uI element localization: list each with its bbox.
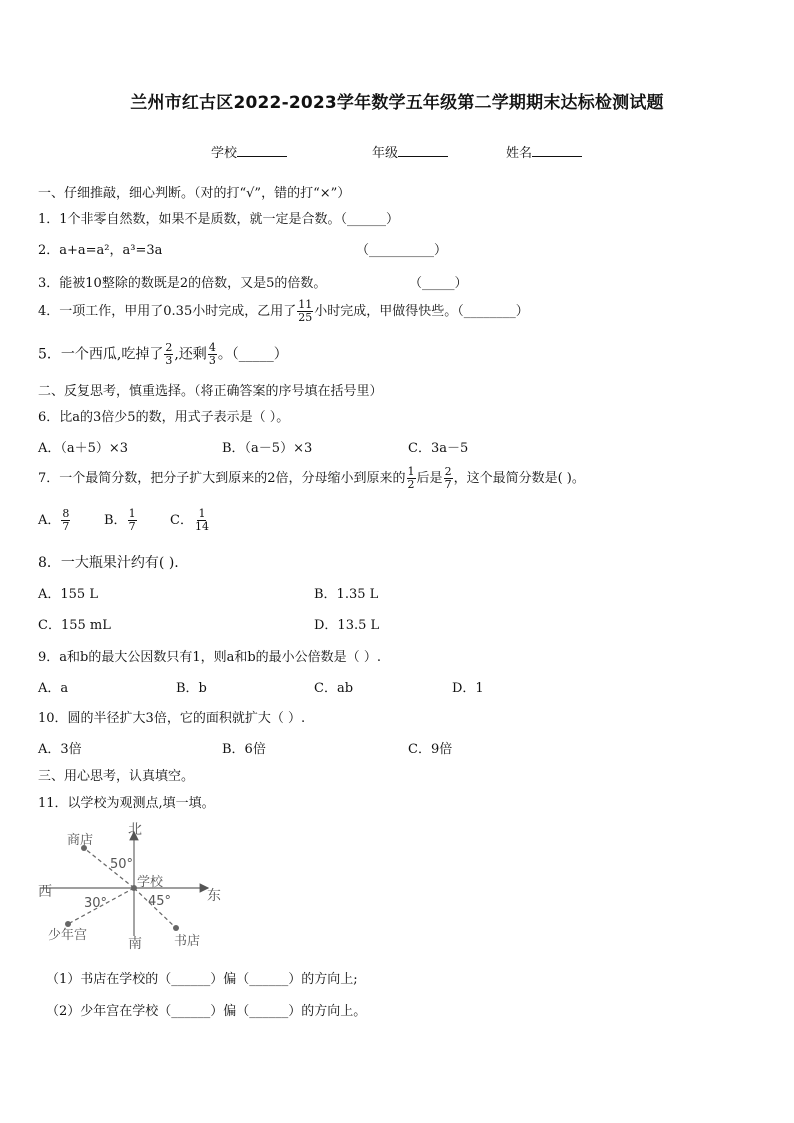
question-7	[38, 466, 585, 491]
question-8: 8．一大瓶果汁约有( ).	[38, 555, 179, 571]
question-8-option-c[interactable]: C．155 mL	[38, 618, 111, 633]
west-label: 西	[38, 884, 52, 900]
question-9-option-b[interactable]: B．b	[176, 681, 207, 696]
question-11: 11．以学校为观测点,填一填。	[38, 796, 215, 811]
question-6-option-b[interactable]: B．（a－5）×3	[222, 441, 313, 456]
question-7-pre: 7．一个最简分数，把分子扩大到原来的2倍，分母缩小到原来的	[38, 471, 406, 486]
question-4	[38, 299, 529, 324]
fraction-1-7	[128, 508, 137, 533]
question-9-option-c[interactable]: C．ab	[314, 681, 354, 696]
question-7-option-c[interactable]	[170, 508, 211, 533]
youth-palace-point	[65, 921, 71, 927]
school-field	[211, 142, 287, 161]
question-6-option-c[interactable]: C．3a－5	[408, 441, 469, 456]
question-6: 6．比a的3倍少5的数，用式子表示是（ ）。	[38, 410, 290, 425]
fraction-1-2	[407, 466, 416, 491]
question-3-answer: （_____）	[409, 276, 468, 291]
angle-45-label: 45°	[148, 894, 172, 909]
question-6-option-a[interactable]: A．（a＋5）×3	[38, 441, 129, 456]
question-5	[38, 342, 288, 367]
fraction-numerator: 2	[444, 465, 452, 478]
youth-palace-label: 少年宫	[48, 928, 88, 943]
question-7-option-b[interactable]	[104, 508, 138, 533]
option-letter: B．	[104, 513, 127, 528]
fraction-2-7	[444, 466, 453, 491]
fraction-4-3	[208, 342, 217, 367]
fraction-numerator: 1	[128, 507, 136, 520]
question-8-option-b[interactable]: B．1.35 L	[314, 587, 379, 602]
question-5-pre: 5．一个西瓜,吃掉了	[38, 346, 164, 363]
section-1-heading: 一、仔细推敲，细心判断。（对的打“√”，错的打“×”）	[38, 186, 351, 201]
fraction-denominator: 25	[298, 311, 313, 324]
name-field	[506, 142, 582, 161]
bookstore-point	[173, 925, 179, 931]
page-title: 兰州市红古区2022-2023学年数学五年级第二学期期末达标检测试题	[130, 93, 664, 113]
question-1: 1．1个非零自然数，如果不是质数，就一定是合数。（______）	[38, 212, 400, 227]
question-5-post: 。（_____）	[217, 346, 288, 363]
question-3: 3．能被10整除的数既是2的倍数，又是5的倍数。	[38, 276, 327, 291]
fraction-denominator: 7	[128, 520, 136, 533]
fraction-numerator: 11	[298, 298, 313, 311]
question-7-option-a[interactable]	[38, 508, 71, 533]
school-label: 学校	[137, 875, 164, 890]
fraction-2-3	[164, 342, 173, 367]
question-5-mid: ,还剩	[174, 346, 207, 363]
fraction-denominator: 7	[62, 520, 70, 533]
fraction-numerator: 2	[165, 341, 173, 354]
question-10-option-b[interactable]: B．6倍	[222, 742, 266, 757]
question-4-pre: 4．一项工作，甲用了0.35小时完成，乙用了	[38, 304, 297, 319]
grade-label: 年级	[372, 146, 399, 161]
fraction-denominator: 7	[444, 478, 452, 491]
question-9: 9．a和b的最大公因数只有1，则a和b的最小公倍数是（ ）.	[38, 650, 381, 665]
section-3-heading: 三、用心思考，认真填空。	[38, 769, 195, 784]
question-2: 2．a+a=a²，a³=3a	[38, 243, 163, 258]
question-11-part-1: （1）书店在学校的（______）偏（______）的方向上;	[46, 972, 358, 987]
angle-50-label: 50°	[110, 857, 134, 872]
east-label: 东	[207, 888, 221, 904]
section-2-heading: 二、反复思考，慎重选择。（将正确答案的序号填在括号里）	[38, 384, 383, 399]
question-10-option-c[interactable]: C．9倍	[408, 742, 453, 757]
compass-diagram	[30, 818, 240, 953]
question-8-option-a[interactable]: A．155 L	[38, 587, 98, 602]
grade-blank[interactable]	[398, 144, 448, 157]
name-label: 姓名	[506, 146, 533, 161]
school-label: 学校	[211, 146, 238, 161]
shop-label: 商店	[67, 833, 94, 848]
name-blank[interactable]	[532, 144, 582, 157]
fraction-11-25	[297, 299, 313, 324]
question-8-option-d[interactable]: D．13.5 L	[314, 618, 380, 633]
north-label: 北	[128, 822, 142, 838]
question-7-post: ，这个最简分数是( )。	[453, 471, 585, 486]
fraction-denominator: 3	[165, 354, 173, 367]
question-4-post: 小时完成，甲做得快些。（________）	[314, 304, 529, 319]
fraction-denominator: 3	[208, 354, 216, 367]
fraction-1-14	[194, 508, 210, 533]
fraction-denominator: 14	[194, 520, 209, 533]
question-11-part-2: （2）少年宫在学校（______）偏（______）的方向上。	[46, 1004, 367, 1019]
question-7-mid: 后是	[416, 471, 443, 486]
grade-field	[372, 142, 448, 161]
question-10: 10．圆的半径扩大3倍，它的面积就扩大（ ）.	[38, 711, 306, 726]
bookstore-label: 书店	[174, 934, 201, 949]
school-blank[interactable]	[237, 144, 287, 157]
fraction-numerator: 4	[208, 341, 216, 354]
question-9-option-d[interactable]: D．1	[452, 681, 484, 696]
option-letter: A．	[38, 513, 61, 528]
question-10-option-a[interactable]: A．3倍	[38, 742, 82, 757]
question-9-option-a[interactable]: A．a	[38, 681, 69, 696]
south-label: 南	[128, 936, 142, 952]
question-2-answer: （__________）	[356, 243, 448, 258]
fraction-denominator: 2	[407, 478, 415, 491]
option-letter: C．	[170, 513, 193, 528]
fraction-8-7	[61, 508, 70, 533]
angle-30-label: 30°	[84, 896, 108, 911]
fraction-numerator: 8	[62, 507, 70, 520]
fraction-numerator: 1	[198, 507, 206, 520]
fraction-numerator: 1	[407, 465, 415, 478]
